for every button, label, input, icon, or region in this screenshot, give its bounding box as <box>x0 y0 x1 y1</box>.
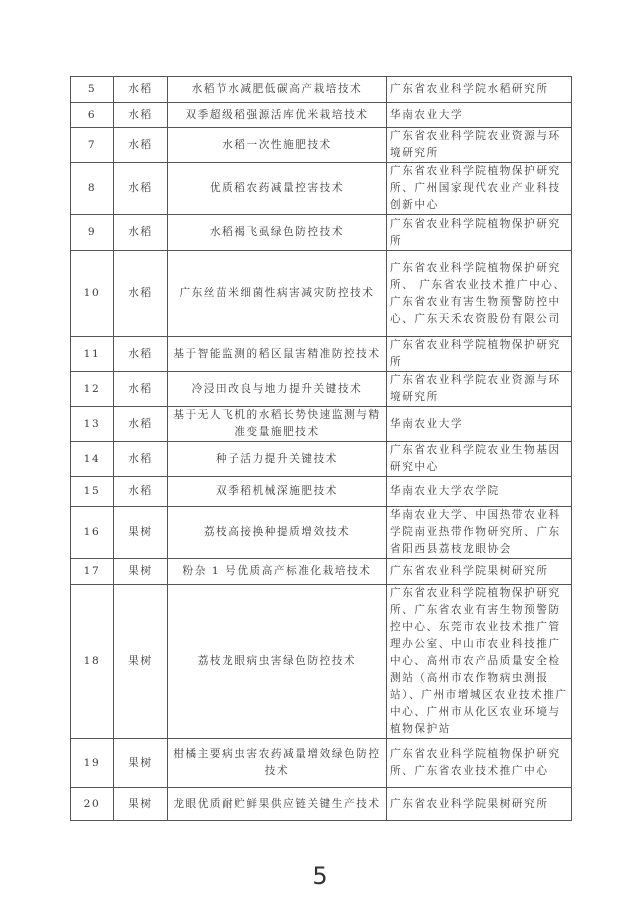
row-number-cell: 8 <box>71 163 114 215</box>
technology-name-cell: 优质稻农药减量控害技术 <box>168 163 387 215</box>
crop-type-cell: 果树 <box>114 507 168 559</box>
organization-cell: 广东省农业科学院果树研究所 <box>387 788 572 821</box>
organization-cell: 广东省农业科学院农业资源与环境研究所 <box>387 128 572 163</box>
technology-name-cell: 龙眼优质耐贮鲜果供应链关键生产技术 <box>168 788 387 821</box>
table-row <box>71 77 572 103</box>
organization-cell: 华南农业大学农学院 <box>387 477 572 507</box>
table-body <box>71 77 572 821</box>
crop-type-cell: 水稻 <box>114 477 168 507</box>
row-number-cell: 12 <box>71 372 114 407</box>
organization-cell: 广东省农业科学院植物保护研究所、广州国家现代农业产业科技创新中心 <box>387 163 572 215</box>
table-row <box>71 337 572 372</box>
crop-type-cell: 水稻 <box>114 163 168 215</box>
technology-name-cell: 冷浸田改良与地力提升关键技术 <box>168 372 387 407</box>
technology-name-cell: 广东丝苗米细菌性病害减灾防控技术 <box>168 251 387 337</box>
technology-name-cell: 粉杂 1 号优质高产标准化栽培技术 <box>168 559 387 585</box>
technology-name-cell: 双季稻机械深施肥技术 <box>168 477 387 507</box>
row-number-cell: 18 <box>71 585 114 739</box>
row-number-cell: 9 <box>71 215 114 251</box>
organization-cell: 广东省农业科学院植物保护研究所、广东省农业有害生物预警防控中心、东莞市农业技术推广管理办公室、中山市农业科技推广中心、高州市农产品质量安全检测站（高州市农作物病虫测报站）、广州市增城区农业技术推广中心、广州市从化区农业环境与植物保护站 <box>387 585 572 739</box>
row-number-cell: 6 <box>71 103 114 128</box>
table-row <box>71 251 572 337</box>
organization-cell: 广东省农业科学院农业资源与环境研究所 <box>387 372 572 407</box>
technology-name-cell: 种子活力提升关键技术 <box>168 442 387 477</box>
row-number-cell: 19 <box>71 739 114 788</box>
table-row <box>71 788 572 821</box>
organization-cell: 广东省农业科学院植物保护研究所 <box>387 337 572 372</box>
row-number-cell: 17 <box>71 559 114 585</box>
crop-type-cell: 水稻 <box>114 128 168 163</box>
table-row <box>71 559 572 585</box>
technology-name-cell: 水稻节水减肥低碳高产栽培技术 <box>168 77 387 103</box>
organization-cell: 广东省农业科学院农业生物基因研究中心 <box>387 442 572 477</box>
technology-name-cell: 双季超级稻强源活库优米栽培技术 <box>168 103 387 128</box>
technology-name-cell: 基于智能监测的稻区鼠害精准防控技术 <box>168 337 387 372</box>
technology-name-cell: 柑橘主要病虫害农药减量增效绿色防控技术 <box>168 739 387 788</box>
table-row <box>71 442 572 477</box>
crop-type-cell: 水稻 <box>114 251 168 337</box>
row-number-cell: 11 <box>71 337 114 372</box>
organization-cell: 华南农业大学 <box>387 103 572 128</box>
crop-type-cell: 水稻 <box>114 337 168 372</box>
table-row <box>71 372 572 407</box>
row-number-cell: 7 <box>71 128 114 163</box>
table-row <box>71 103 572 128</box>
organization-cell: 广东省农业科学院水稻研究所 <box>387 77 572 103</box>
organization-cell: 广东省农业科学院果树研究所 <box>387 559 572 585</box>
crop-type-cell: 果树 <box>114 585 168 739</box>
crop-type-cell: 果树 <box>114 788 168 821</box>
page-number: 5 <box>312 862 328 890</box>
row-number-cell: 10 <box>71 251 114 337</box>
technology-name-cell: 水稻一次性施肥技术 <box>168 128 387 163</box>
row-number-cell: 16 <box>71 507 114 559</box>
organization-cell: 广东省农业科学院植物保护研究所 <box>387 215 572 251</box>
organization-cell: 华南农业大学 <box>387 407 572 442</box>
row-number-cell: 14 <box>71 442 114 477</box>
crop-type-cell: 水稻 <box>114 442 168 477</box>
crop-type-cell: 水稻 <box>114 103 168 128</box>
technology-name-cell: 荔枝龙眼病虫害绿色防控技术 <box>168 585 387 739</box>
organization-cell: 广东省农业科学院植物保护研究所、 广东省农业技术推广中心、广东省农业有害生物预警防控中心、广东天禾农资股份有限公司 <box>387 251 572 337</box>
technology-table <box>70 76 572 821</box>
crop-type-cell: 水稻 <box>114 215 168 251</box>
technology-name-cell: 荔枝高接换种提质增效技术 <box>168 507 387 559</box>
technology-name-cell: 水稻褐飞虱绿色防控技术 <box>168 215 387 251</box>
table-row <box>71 739 572 788</box>
table-row <box>71 215 572 251</box>
row-number-cell: 15 <box>71 477 114 507</box>
technology-name-cell: 基于无人飞机的水稻长势快速监测与精准变量施肥技术 <box>168 407 387 442</box>
crop-type-cell: 水稻 <box>114 407 168 442</box>
crop-type-cell: 水稻 <box>114 77 168 103</box>
table-row <box>71 163 572 215</box>
table-row <box>71 128 572 163</box>
crop-type-cell: 果树 <box>114 739 168 788</box>
table-row <box>71 407 572 442</box>
row-number-cell: 20 <box>71 788 114 821</box>
table-row <box>71 477 572 507</box>
crop-type-cell: 水稻 <box>114 372 168 407</box>
table-row <box>71 585 572 739</box>
organization-cell: 华南农业大学、中国热带农业科学院南亚热带作物研究所、广东省阳西县荔枝龙眼协会 <box>387 507 572 559</box>
row-number-cell: 5 <box>71 77 114 103</box>
row-number-cell: 13 <box>71 407 114 442</box>
table-row <box>71 507 572 559</box>
crop-type-cell: 果树 <box>114 559 168 585</box>
organization-cell: 广东省农业科学院植物保护研究所、广东省农业技术推广中心 <box>387 739 572 788</box>
